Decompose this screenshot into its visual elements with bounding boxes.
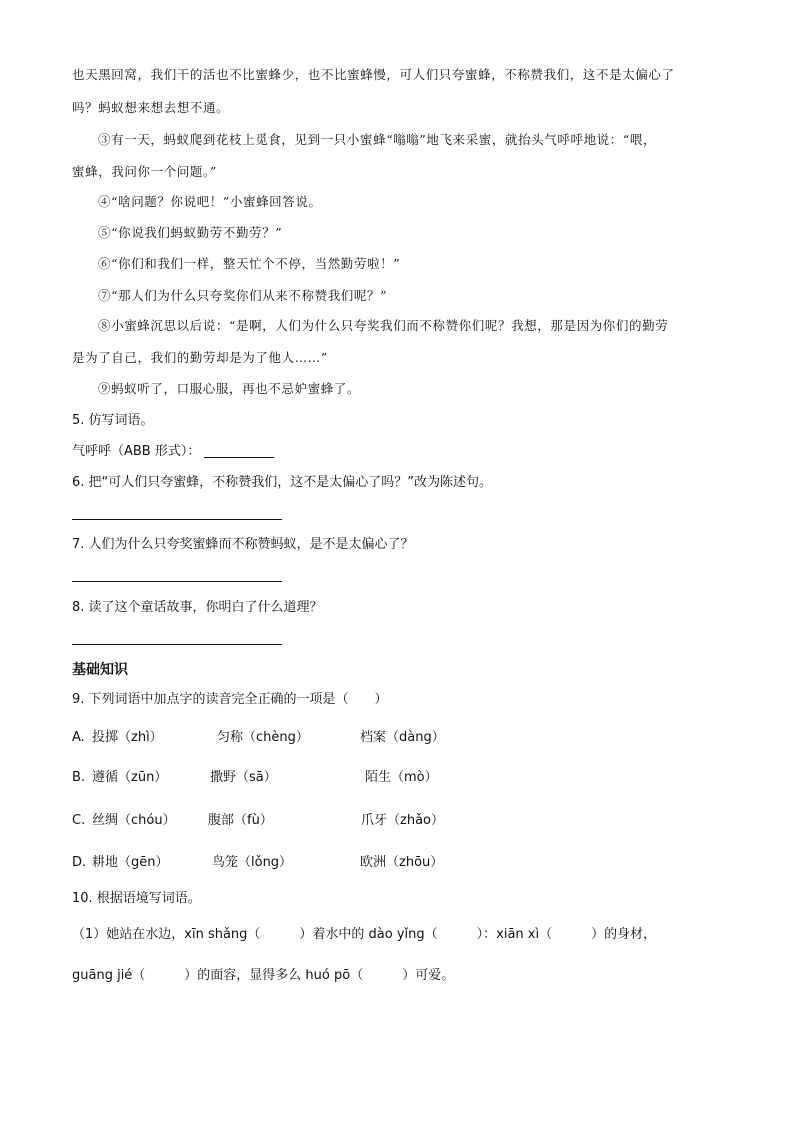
passage-paragraph-6: ⑥“你们和我们一样，整天忙个不停，当然勤劳啦！” <box>98 256 401 271</box>
question-10-text: 10. 根据语境写词语。 <box>72 891 201 906</box>
option-word-3: 陌生（mò） <box>365 770 438 785</box>
question-9-text: 9. 下列词语中加点字的读音完全正确的一项是（ ） <box>72 692 388 707</box>
passage-paragraph-7: ⑦“那人们为什么只夸奖你们从来不称赞我们呢？” <box>98 288 388 303</box>
question-10-line-2: guāng jié（ ）的面容，显得多么 huó pō（ ）可爱。 <box>72 968 455 983</box>
question-5-title: 5. 仿写词语。 <box>72 413 154 428</box>
question-10-line-1: （1）她站在水边，xīn shǎng（ ）着水中的 dào yǐng（ ）：xiān xì（ ）的身材， <box>72 927 657 942</box>
section-title: 基础知识 <box>72 662 128 678</box>
question-7-answer-line[interactable] <box>72 581 282 582</box>
option-label: B. <box>72 770 86 785</box>
option-word-2: 鸟笼（lǒng） <box>212 855 293 870</box>
option-label: C. <box>72 813 86 828</box>
option-word-1: 丝绸（chóu） <box>92 813 176 828</box>
passage-paragraph-5: ⑤“你说我们蚂蚁勤劳不勤劳？” <box>98 225 283 240</box>
passage-paragraph-8-line-1: ⑧小蜜蜂沉思以后说：“是啊，人们为什么只夸奖我们而不称赞你们呢？我想，那是因为你们的勤劳 <box>98 318 669 333</box>
option-word-1: 投掷（zhì） <box>92 730 163 745</box>
passage-paragraph-9: ⑨蚂蚁听了，口服心服，再也不忌妒蜜蜂了。 <box>98 381 361 396</box>
question-5-prompt-text: 气呼呼（ABB 形式）： <box>72 444 201 459</box>
option-word-1: 遵循（zūn） <box>92 770 168 785</box>
question-8-text: 8. 读了这个童话故事，你明白了什么道理？ <box>72 600 323 615</box>
option-word-2: 腹部（fù） <box>208 813 273 828</box>
option-word-1: 耕地（gēn） <box>92 855 169 870</box>
option-label: A. <box>72 730 85 745</box>
passage-paragraph-8-line-2: 是为了自己，我们的勤劳却是为了他人……” <box>72 350 328 365</box>
option-word-3: 爪牙（zhǎo） <box>361 813 444 828</box>
option-label: D. <box>72 855 87 870</box>
passage-paragraph-3-line-2: 蜜蜂，我问你一个问题。” <box>72 164 217 179</box>
question-5-answer-blank[interactable] <box>204 443 274 458</box>
passage-paragraph-4: ④“啥问题？你说吧！”小蜜蜂回答说。 <box>98 194 322 209</box>
passage-paragraph-2-line-1: 也天黑回窝，我们干的活也不比蜜蜂少，也不比蜜蜂慢，可人们只夸蜜蜂，不称赞我们，这不是太偏心了 <box>72 67 675 82</box>
question-7-text: 7. 人们为什么只夸奖蜜蜂而不称赞蚂蚁，是不是太偏心了？ <box>72 537 414 552</box>
question-5-prompt <box>72 442 274 462</box>
question-6-answer-line[interactable] <box>72 519 282 520</box>
question-8-answer-line[interactable] <box>72 644 282 645</box>
option-word-3: 欧洲（zhōu） <box>360 855 444 870</box>
option-word-2: 撒野（sā） <box>210 770 277 785</box>
question-6-text: 6. 把“可人们只夸蜜蜂，不称赞我们，这不是太偏心了吗？”改为陈述句。 <box>72 475 493 490</box>
option-word-2: 匀称（chèng） <box>217 730 309 745</box>
passage-paragraph-3-line-1: ③有一天，蚂蚁爬到花枝上觅食，见到一只小蜜蜂“嗡嗡”地飞来采蜜，就抬头气呼呼地说：“喂， <box>98 132 657 147</box>
option-word-3: 档案（dàng） <box>360 730 445 745</box>
passage-paragraph-2-line-2: 吗？蚂蚁想来想去想不通。 <box>72 100 230 115</box>
